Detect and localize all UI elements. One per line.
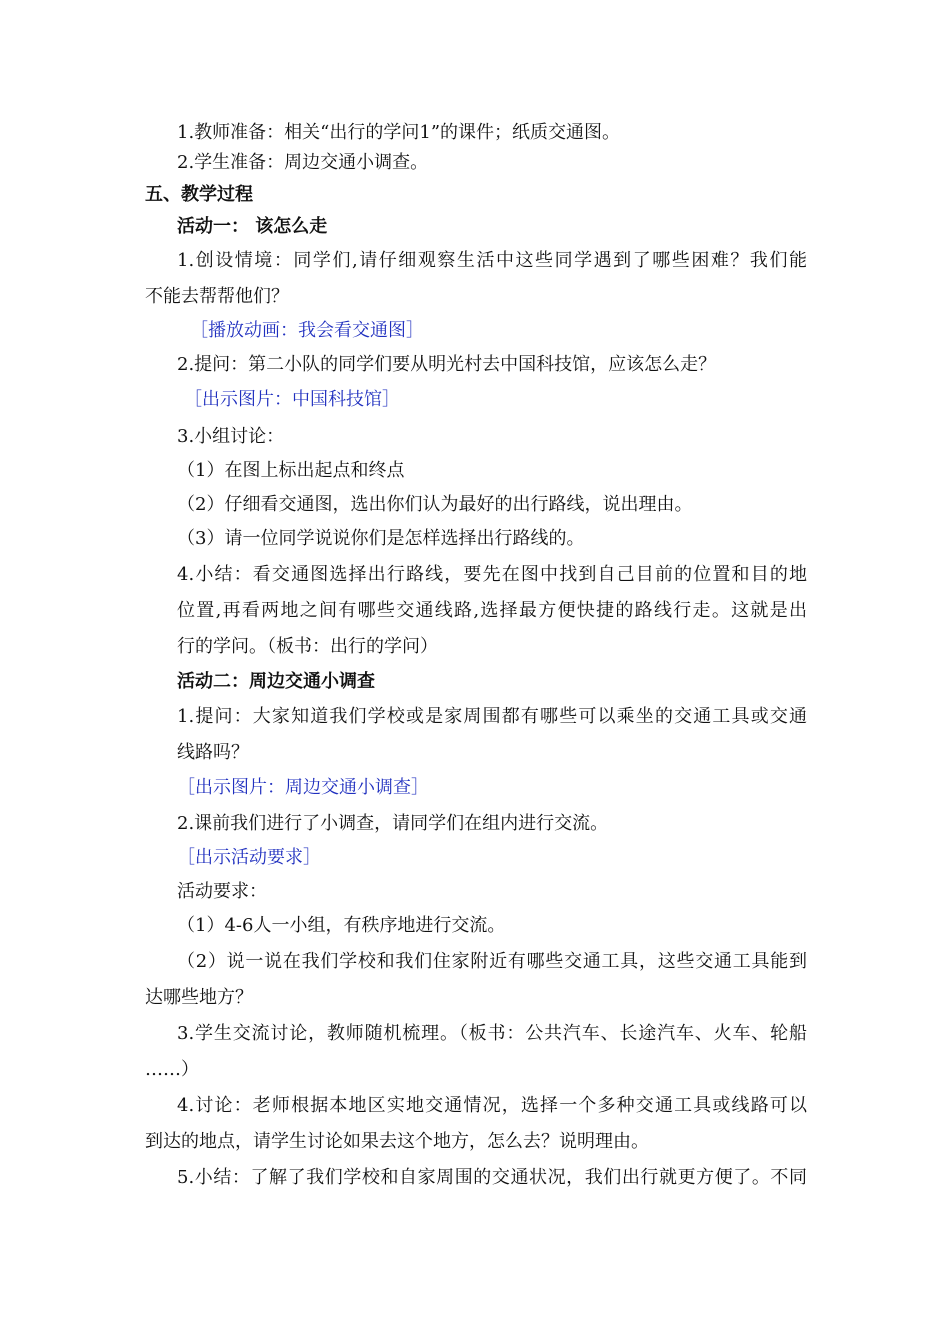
activity-one-heading: 活动一： 该怎么走 <box>177 216 328 237</box>
paragraph-line: 到达的地点，请学生讨论如果去这个地方，怎么去？说明理由。 <box>145 1131 649 1152</box>
media-cue-animation: ［播放动画：我会看交通图］ <box>190 320 424 341</box>
paragraph-line: 线路吗？ <box>177 742 249 763</box>
paragraph-line: 3.小组讨论： <box>177 426 285 447</box>
teacher-prep-line: 1.教师准备：相关“出行的学问1”的课件；纸质交通图。 <box>177 122 621 143</box>
paragraph-line: 4.讨论：老师根据本地区实地交通情况，选择一个多种交通工具或线路可以 <box>177 1095 807 1116</box>
student-prep-line: 2.学生准备：周边交通小调查。 <box>177 152 429 173</box>
media-cue-image: ［出示图片：中国科技馆］ <box>184 389 400 410</box>
activity-two-heading: 活动二：周边交通小调查 <box>177 671 375 692</box>
paragraph-line: ……） <box>145 1059 199 1080</box>
paragraph-line: 3.学生交流讨论，教师随机梳理。（板书：公共汽车、长途汽车、火车、轮船 <box>177 1023 807 1044</box>
paragraph-line: 1.提问：大家知道我们学校或是家周围都有哪些可以乘坐的交通工具或交通 <box>177 706 807 727</box>
media-cue-image: ［出示图片：周边交通小调查］ <box>177 777 429 798</box>
list-item: （2）仔细看交通图，选出你们认为最好的出行路线，说出理由。 <box>177 494 693 515</box>
media-cue-requirements: ［出示活动要求］ <box>177 847 321 868</box>
paragraph-line: 5.小结：了解了我们学校和自家周围的交通状况，我们出行就更方便了。不同 <box>177 1167 807 1188</box>
paragraph-line: 1.创设情境：同学们,请仔细观察生活中这些同学遇到了哪些困难？我们能 <box>177 250 807 271</box>
paragraph-line: 不能去帮帮他们？ <box>145 286 289 307</box>
section-heading-teaching-process: 五、教学过程 <box>145 184 253 205</box>
list-item: （1）在图上标出起点和终点 <box>177 460 405 481</box>
list-item: （1）4-6人一小组，有秩序地进行交流。 <box>177 915 506 936</box>
paragraph-line: 位置,再看两地之间有哪些交通线路,选择最方便快捷的路线行走。这就是出 <box>177 600 807 621</box>
paragraph-line: 2.课前我们进行了小调查，请同学们在组内进行交流。 <box>177 813 609 834</box>
list-item: （2）说一说在我们学校和我们住家附近有哪些交通工具，这些交通工具能到 <box>177 951 807 972</box>
paragraph-line: 行的学问。（板书：出行的学问） <box>177 636 438 657</box>
paragraph-line: 4.小结：看交通图选择出行路线，要先在图中找到自己目前的位置和目的地 <box>177 564 807 585</box>
list-item: （3）请一位同学说说你们是怎样选择出行路线的。 <box>177 528 585 549</box>
paragraph-line: 活动要求： <box>177 881 267 902</box>
paragraph-line: 达哪些地方？ <box>145 987 253 1008</box>
paragraph-line: 2.提问：第二小队的同学们要从明光村去中国科技馆，应该怎么走？ <box>177 354 717 375</box>
